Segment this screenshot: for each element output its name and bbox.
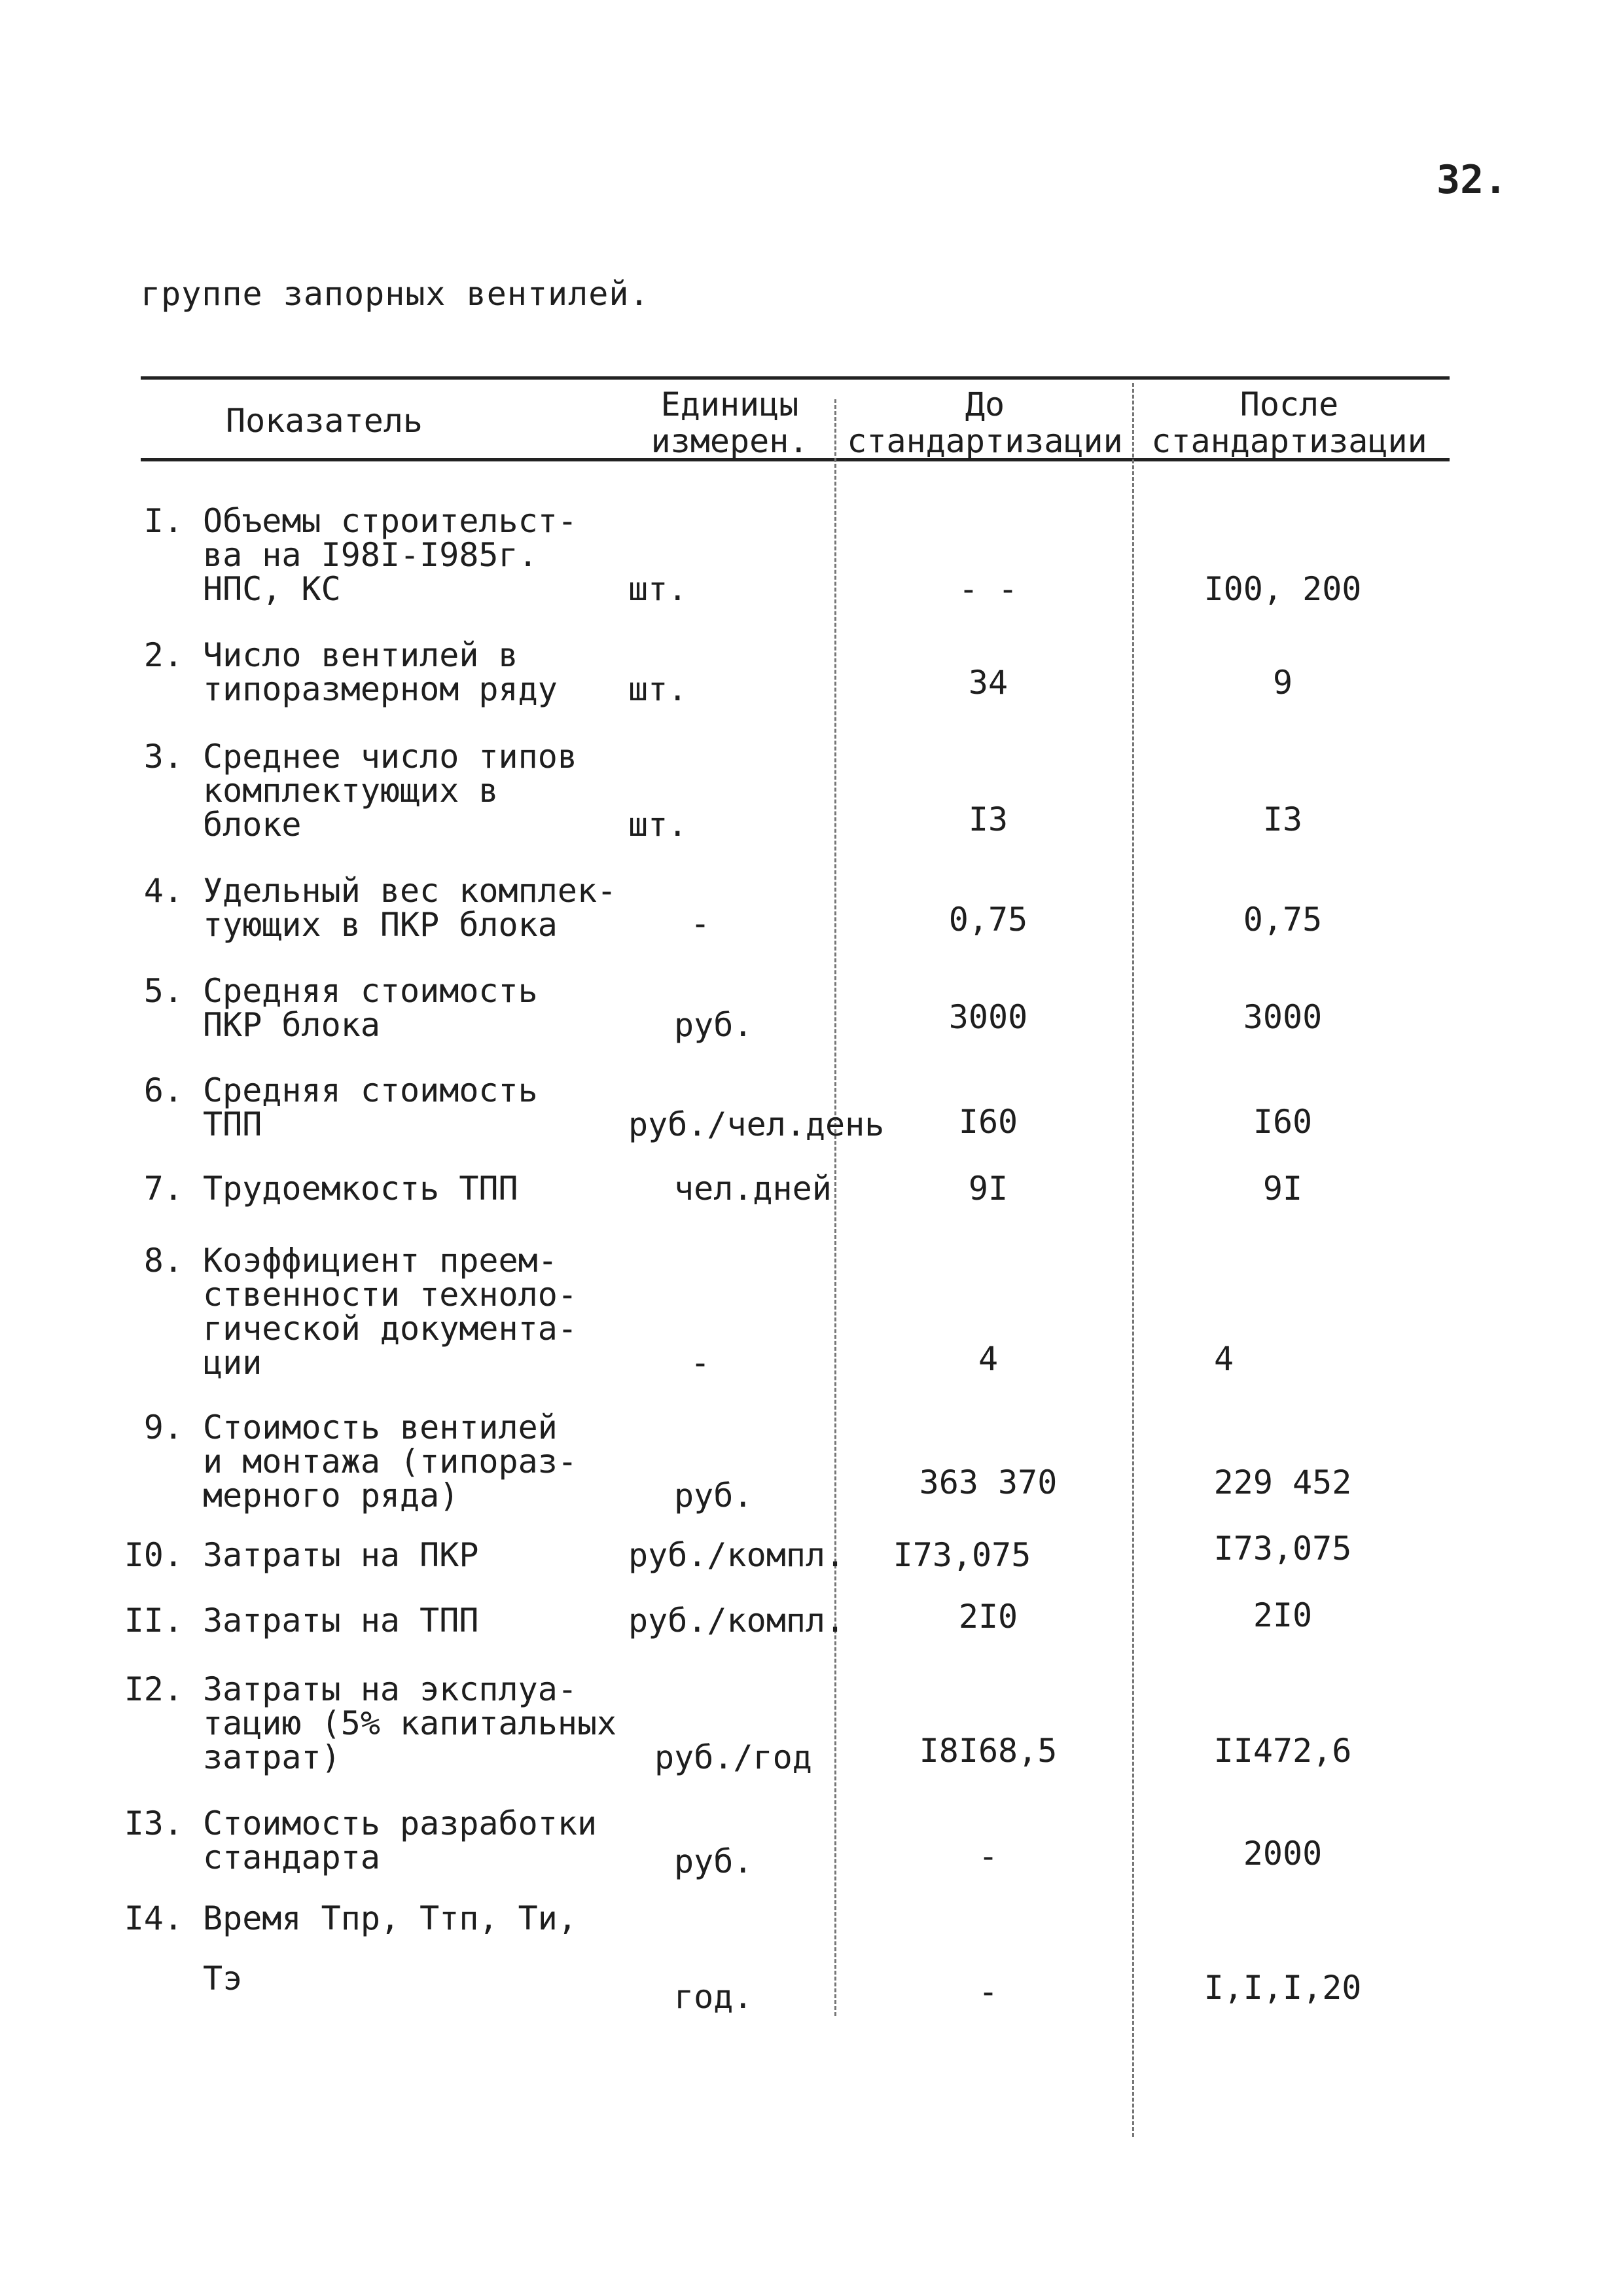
- row-number: 9.: [143, 1408, 183, 1446]
- row-number: 8.: [143, 1242, 183, 1280]
- row-number: 3.: [143, 738, 183, 776]
- row-unit: чел.дней: [674, 1170, 832, 1208]
- row-indicator: Средняя стоимость ТПП: [203, 1071, 538, 1143]
- row-indicator: Время Тпр, Ттп, Ти, Тэ: [203, 1899, 577, 1998]
- row-after: I73,075: [1213, 1530, 1352, 1568]
- row-unit: год.: [674, 1978, 753, 2016]
- row-number: 6.: [143, 1071, 183, 1109]
- row-after: 2I0: [1253, 1596, 1313, 1634]
- row-indicator: Удельный вес комплек- тующих в ПКР блока: [203, 872, 617, 944]
- row-unit: руб./чел.день: [628, 1105, 885, 1143]
- row-before: -: [978, 1973, 999, 2011]
- row-unit: шт.: [628, 570, 688, 608]
- row-indicator: Затраты на ПКР: [203, 1536, 479, 1574]
- row-number: 5.: [143, 972, 183, 1010]
- row-indicator: Объемы строительст- ва на I98I-I985г. НПС, КС: [203, 502, 577, 608]
- row-number: II.: [124, 1602, 183, 1640]
- row-after: I,I,I,20: [1204, 1969, 1362, 2007]
- row-before: 34: [968, 664, 1008, 702]
- header-before: [841, 386, 1129, 459]
- row-after: 2000: [1243, 1835, 1323, 1873]
- row-number: I2.: [124, 1670, 183, 1708]
- row-indicator: Число вентилей в типоразмерном ряду: [203, 636, 558, 708]
- row-before: 2I0: [958, 1598, 1018, 1636]
- row-indicator: Средняя стоимость ПКР блока: [203, 972, 538, 1044]
- header-before-line1: До: [965, 386, 1005, 423]
- row-unit: шт.: [628, 806, 688, 844]
- row-number: 2.: [143, 636, 183, 674]
- row-number: 4.: [143, 872, 183, 910]
- row-number: I0.: [124, 1536, 183, 1574]
- row-before: 3000: [948, 998, 1028, 1036]
- row-indicator: Затраты на ТПП: [203, 1602, 479, 1640]
- row-before: I3: [968, 800, 1008, 838]
- row-unit: руб.: [674, 1006, 753, 1044]
- header-after-line2: стандартизации: [1151, 422, 1427, 460]
- row-unit: руб.: [674, 1842, 753, 1880]
- row-before: - -: [958, 570, 1018, 608]
- row-before: 4: [978, 1340, 999, 1378]
- row-number: I3.: [124, 1804, 183, 1842]
- caption: группе запорных вентилей.: [141, 275, 650, 313]
- row-after: 0,75: [1243, 901, 1323, 939]
- row-indicator: Затраты на эксплуа- тацию (5% капитальных затрат): [203, 1670, 617, 1776]
- row-unit: -: [690, 905, 711, 942]
- header-unit-line2: измерен.: [651, 422, 809, 460]
- row-indicator: Трудоемкость ТПП: [203, 1170, 518, 1208]
- row-before: I73,075: [893, 1536, 1031, 1574]
- row-before: I8I68,5: [919, 1732, 1058, 1770]
- header-unit-line1: Единицы: [660, 386, 799, 423]
- row-indicator: Стоимость разработки стандарта: [203, 1804, 597, 1876]
- row-after: 229 452: [1213, 1463, 1352, 1501]
- row-unit: руб./год: [654, 1738, 812, 1776]
- row-number: I.: [143, 502, 183, 540]
- row-after: I60: [1253, 1103, 1313, 1141]
- row-unit: руб.: [674, 1477, 753, 1515]
- row-unit: руб./компл.: [628, 1536, 846, 1574]
- row-unit: шт.: [628, 670, 688, 708]
- row-indicator: Стоимость вентилей и монтажа (типораз- мерного ряда): [203, 1408, 577, 1515]
- row-before: I60: [958, 1103, 1018, 1141]
- row-indicator: Среднее число типов комплектующих в блоке: [203, 738, 577, 844]
- header-indicator: Показатель: [226, 402, 423, 440]
- header-after-line1: После: [1240, 386, 1339, 423]
- row-unit: -: [690, 1344, 711, 1382]
- row-unit: руб./компл.: [628, 1602, 846, 1640]
- row-after: 3000: [1243, 998, 1323, 1036]
- header-unit: [628, 386, 831, 459]
- row-before: -: [978, 1837, 999, 1875]
- page-number: 32.: [1436, 157, 1508, 203]
- row-after: 4: [1213, 1340, 1234, 1378]
- column-divider-after: [1132, 383, 1134, 2137]
- header-before-line2: стандартизации: [847, 422, 1123, 460]
- row-before: 363 370: [919, 1463, 1058, 1501]
- row-indicator: Коэффициент преем- ственности техноло- гической документа- ции: [203, 1242, 577, 1382]
- row-before: 0,75: [948, 901, 1028, 939]
- header-after: [1135, 386, 1443, 459]
- row-number: I4.: [124, 1899, 183, 1937]
- row-number: 7.: [143, 1170, 183, 1208]
- row-after: II472,6: [1213, 1732, 1352, 1770]
- table-top-rule: [141, 376, 1450, 380]
- row-after: 9I: [1262, 1170, 1303, 1208]
- row-after: I00, 200: [1204, 570, 1362, 608]
- row-after: 9: [1272, 664, 1293, 702]
- row-before: 9I: [968, 1170, 1008, 1208]
- row-after: I3: [1262, 800, 1303, 838]
